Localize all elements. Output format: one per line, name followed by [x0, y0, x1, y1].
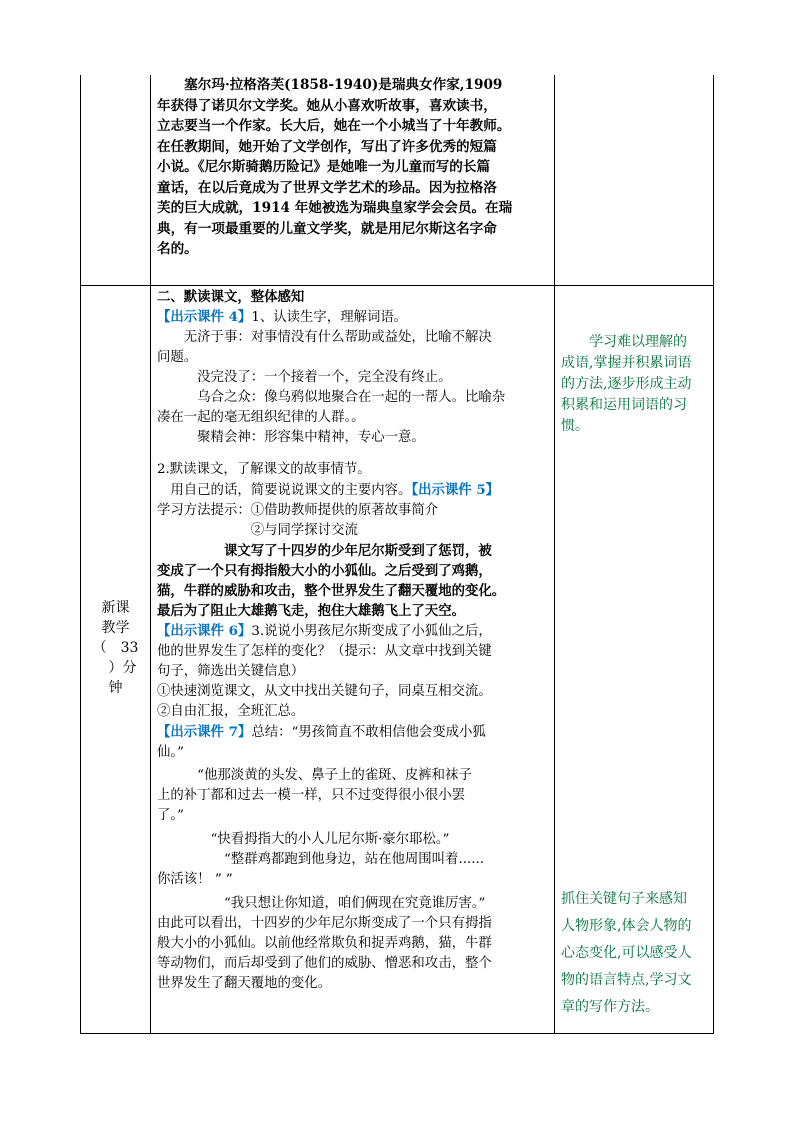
note-line: 心态变化,可以感受人	[561, 945, 692, 961]
vocab-line: 无济于事：对事情没有什么帮助或益处，比喻不解决	[157, 330, 492, 345]
intro-line: 童话，在以后竟成为了世界文学艺术的珍品。因为拉格洛	[157, 179, 497, 196]
intro-line: 芙的巨大成就，1914 年她被选为瑞典皇家学会会员。在瑞	[157, 200, 513, 216]
stage-label-line: 教学	[101, 620, 130, 636]
conclusion-line: 等动物们，而后却受到了他们的威胁、憎恶和攻击，整个	[157, 956, 492, 971]
task1-line	[157, 307, 554, 328]
intro-line: 立志要当一个作家。长大后，她在一个小城当了十年教师。	[157, 118, 511, 134]
intro-line: 名的。	[157, 241, 198, 257]
courseware-7-tag: 【出示课件 7】	[157, 724, 252, 740]
note-line: 积累和运用词语的习	[561, 397, 687, 413]
summary-intro-line	[157, 722, 554, 743]
intro-line: 在任教期间，她开始了文学创作，写出了许多优秀的短篇	[157, 138, 497, 155]
summary-line: 最后为了阻止大雄鹅飞走，抱住大雄鹅飞上了天空。	[157, 603, 465, 619]
conclusion-line: 般大小的小狐仙。以前他经常欺负和捉弄鸡鹅，猫，牛群	[157, 936, 492, 951]
task3-line: 句子，筛选出关键信息）	[157, 664, 305, 679]
task3-line: ②自由汇报，全班汇总。	[157, 704, 305, 719]
row-divider	[80, 285, 714, 286]
table-border-right	[713, 75, 714, 1034]
stage-label	[81, 598, 150, 708]
vocab-line: 聚精会神：形容集中精神，专心一意。	[157, 430, 425, 445]
quote-line: “他那淡黄的头发、鼻子上的雀斑、皮裤和袜子	[157, 768, 472, 783]
quote-line: 你活该！ ” ”	[157, 872, 233, 887]
vocab-line: 凑在一起的毫无组织纪律的人群。。	[157, 410, 365, 425]
task1-text: 1、认读生字，理解词语。	[251, 310, 408, 325]
design-note-2	[561, 886, 713, 1026]
note-line: 抓住关键句子来感知	[561, 891, 687, 907]
summary-intro: 总结：“男孩简直不敢相信他会变成小狐	[251, 725, 486, 740]
note-line: 物的语言特点,学习文	[561, 972, 692, 988]
table-border-bottom	[80, 1033, 714, 1034]
design-note-1	[561, 332, 713, 442]
table-border-left	[80, 75, 81, 1034]
stage-label-line: （ 33	[92, 640, 139, 656]
task3-line: 他的世界发生了怎样的变化？（提示：从文章中找到关键	[157, 644, 492, 659]
teaching-content	[157, 287, 554, 1027]
conclusion-line: 由此可以看出，十四岁的少年尼尔斯变成了一个只有拇指	[157, 916, 492, 931]
author-intro	[157, 75, 554, 285]
task2-text: 2.默读课文，了解课文的故事情节。	[157, 462, 371, 477]
courseware-6-tag: 【出示课件 6】	[157, 623, 252, 639]
note-line: 章的写作方法。	[561, 999, 659, 1015]
note-line: 的方法,逐步形成主动	[561, 376, 692, 392]
quote-line: “我只想让你知道，咱们俩现在究竟谁厉害。”	[157, 896, 486, 911]
task3-line	[157, 621, 554, 642]
vocab-line: 没完没了：一个接着一个，完全没有终止。	[157, 370, 452, 385]
stage-label-line: 新课	[101, 600, 130, 616]
note-line: 人物形象,体会人物的	[561, 918, 692, 934]
column-divider-2	[554, 75, 555, 1034]
lesson-plan-table	[80, 75, 714, 1034]
summary-line: 变成了一个只有拇指般大小的小狐仙。之后受到了鸡鹅，	[157, 563, 492, 579]
intro-line: 塞尔玛·拉格洛芙(1858-1940)是瑞典女作家,1909	[157, 77, 503, 93]
conclusion-line: 世界发生了翻天覆地的变化。	[157, 976, 332, 991]
intro-line: 小说。《尼尔斯骑鹅历险记》是她唯一为儿童而写的长篇	[157, 159, 491, 175]
note-line: 惯。	[561, 418, 589, 434]
quote-line: “整群鸡都跑到他身边，站在他周围叫着......	[157, 852, 484, 867]
task2-prompt: 用自己的话，简要说说课文的主要内容。	[157, 483, 412, 498]
courseware-5-tag: 【出示课件 5】	[411, 482, 500, 498]
method-line: 学习方法提示：①借助教师提供的原著故事简介	[157, 503, 439, 518]
vocab-line: 乌合之众：像乌鸦似地聚合在一起的一帮人。比喻杂	[157, 390, 506, 405]
task3-text: 3.说说小男孩尼尔斯变成了小狐仙之后，	[251, 624, 492, 639]
quote-line: 了。”	[157, 808, 184, 823]
note-line: 学习难以理解的	[561, 334, 687, 350]
note-line: 成语,掌握并积累词语	[561, 355, 692, 371]
intro-line: 典，有一项最重要的儿童文学奖，就是用尼尔斯这名字命	[157, 220, 497, 237]
stage-label-line: 钟	[108, 680, 123, 696]
task3-line: ①快速浏览课文，从文中找出关键句子，同桌互相交流。	[157, 684, 492, 699]
intro-line: 年获得了诺贝尔文学奖。她从小喜欢听故事，喜欢读书，	[157, 97, 497, 114]
stage-label-line: ）分	[94, 660, 137, 676]
quote-line: 上的补丁都和过去一模一样，只不过变得很小很小罢	[157, 788, 465, 803]
section-heading: 二、默读课文，整体感知	[157, 289, 305, 305]
vocab-line: 问题。	[157, 350, 198, 365]
summary-line: 课文写了十四岁的少年尼尔斯受到了惩罚，被	[157, 543, 492, 559]
method-line: ②与同学探讨交流	[157, 523, 358, 538]
quote-line: “快看拇指大的小人儿尼尔斯·豪尔耶松。”	[157, 832, 450, 847]
task2-prompt-line	[157, 480, 554, 501]
courseware-4-tag: 【出示课件 4】	[157, 309, 252, 325]
summary-line: 猫，牛群的威胁和攻击，整个世界发生了翻天覆地的变化。	[157, 583, 506, 599]
column-divider-1	[150, 75, 151, 1034]
quote-line: 仙。”	[157, 745, 184, 760]
